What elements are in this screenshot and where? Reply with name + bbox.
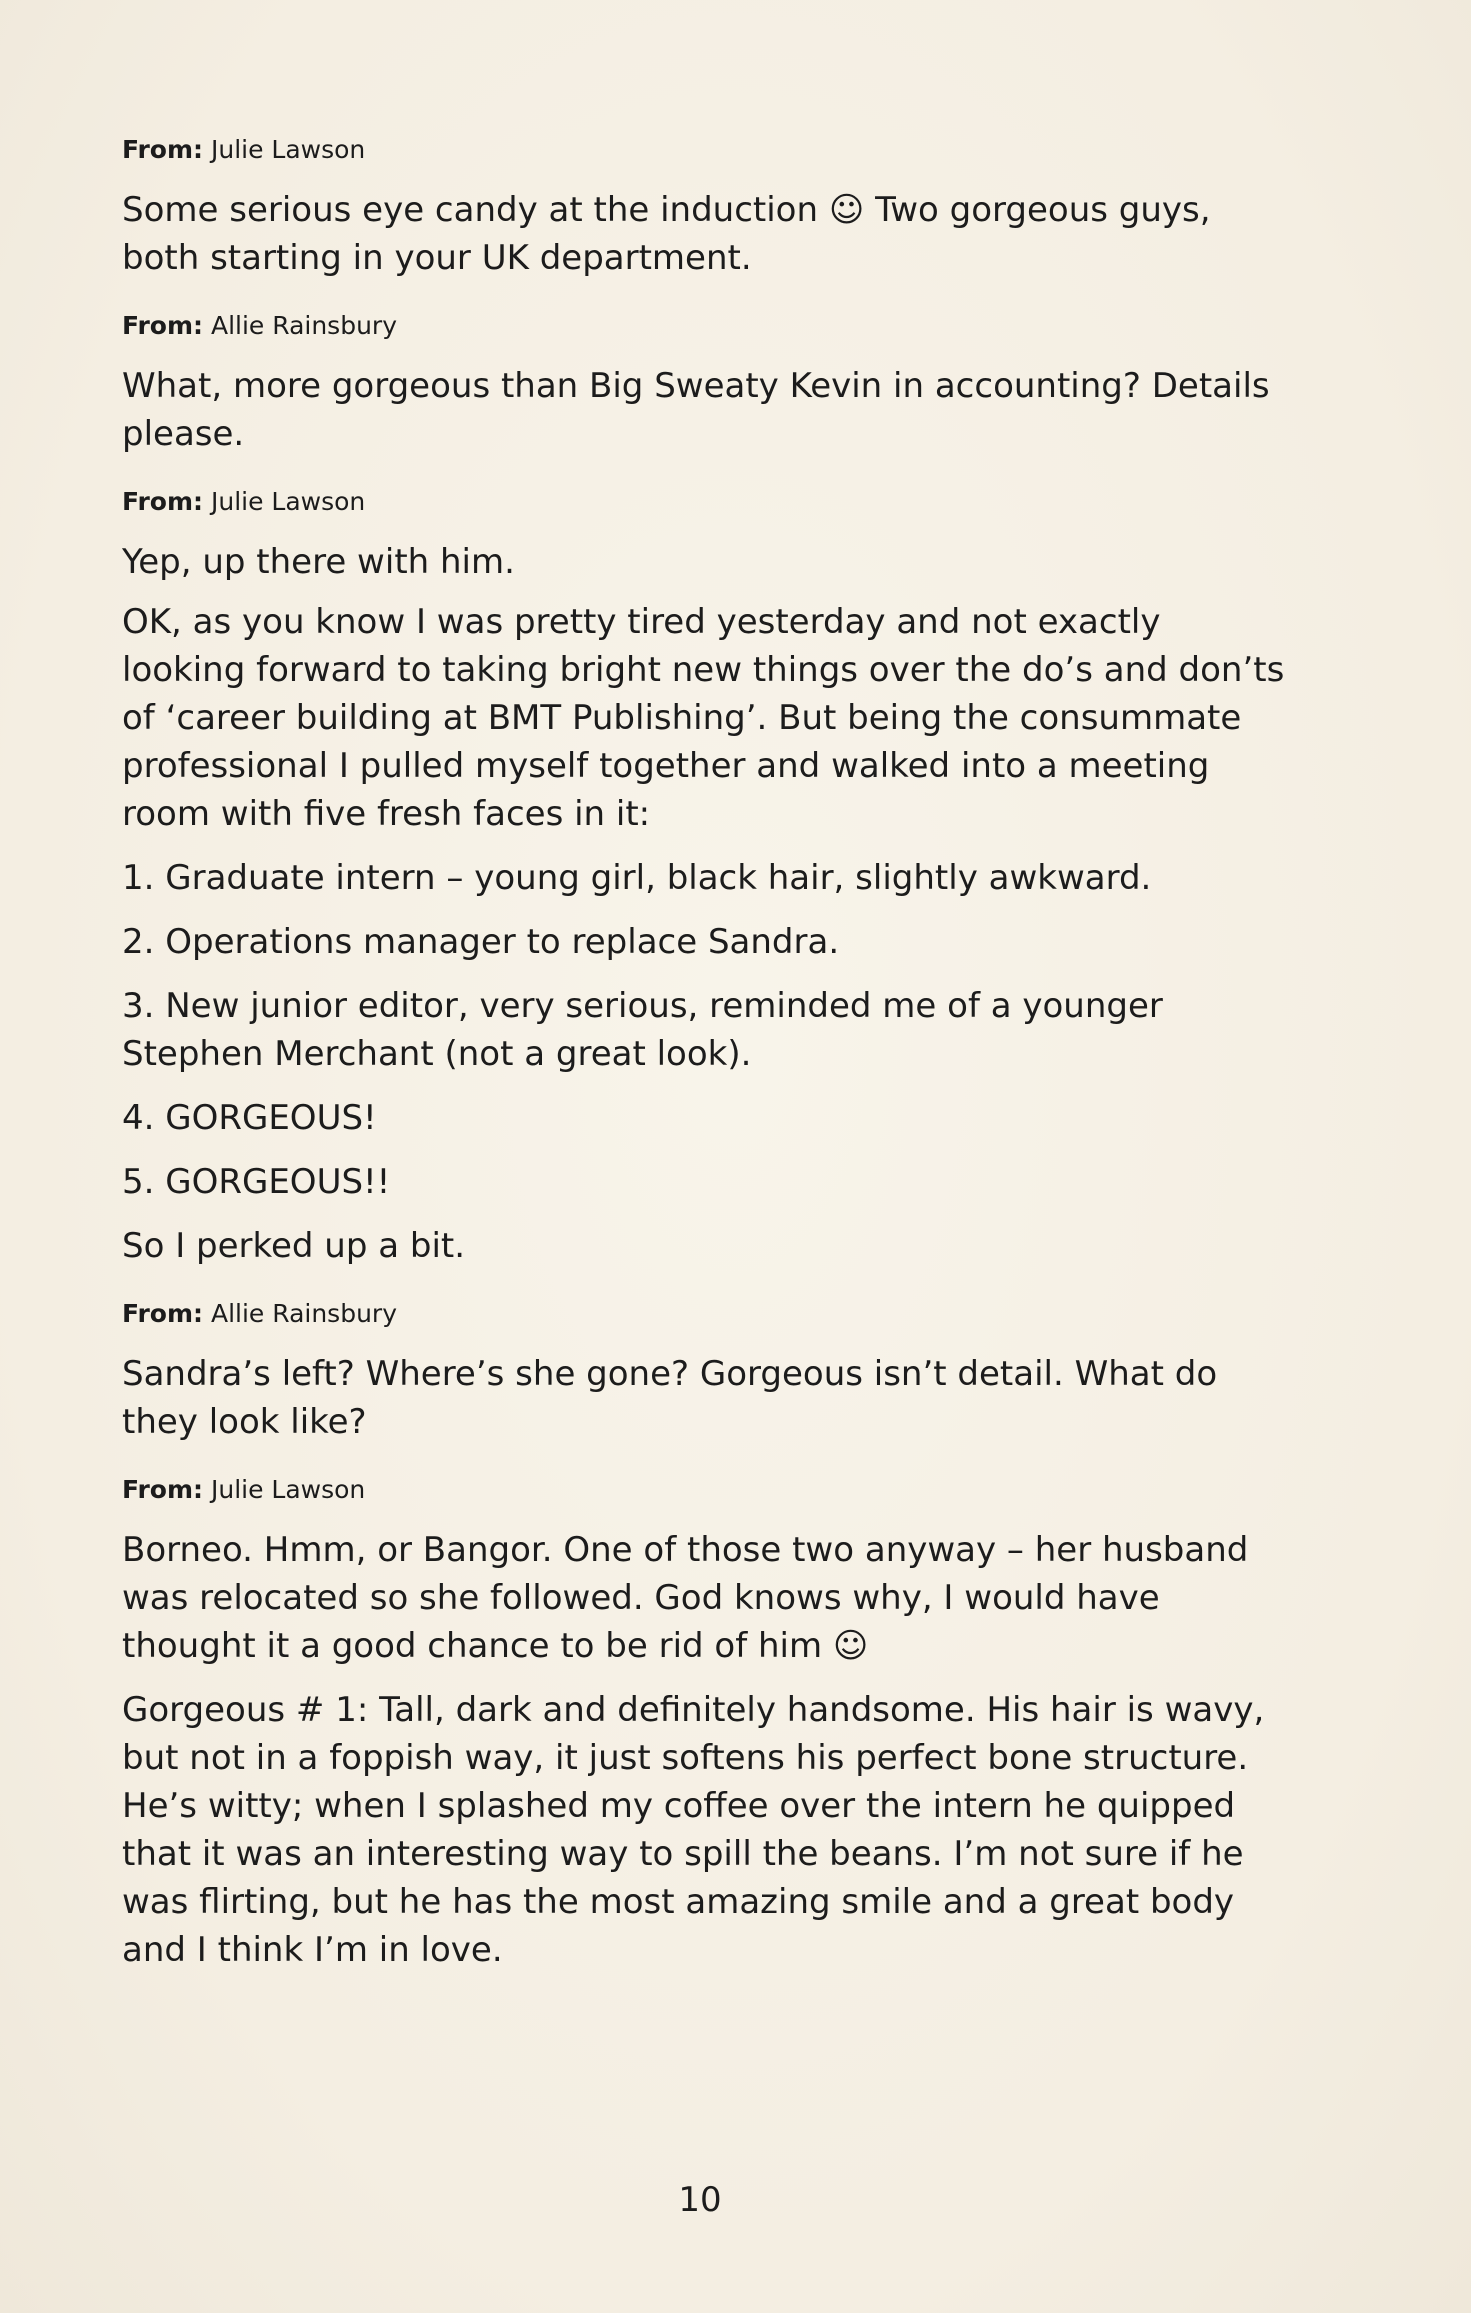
from-label: From: — [122, 487, 204, 516]
from-label: From: — [122, 311, 204, 340]
list-item: 2. Operations manager to replace Sandra. — [122, 922, 840, 962]
page-content — [122, 118, 1285, 1974]
from-label: From: — [122, 135, 204, 164]
from-label: From: — [122, 1475, 204, 1504]
page-number: 10 — [678, 2180, 722, 2220]
list-item: 4. GORGEOUS! — [122, 1098, 377, 1138]
message-paragraph: Some serious eye candy at the induction ☺ Two gorgeous guys, both starting in your UK department. — [122, 190, 1211, 278]
message-paragraph: Sandra’s left? Where’s she gone? Gorgeous isn’t detail. What do they look like? — [122, 1354, 1218, 1442]
message-paragraph: Gorgeous # 1: Tall, dark and definitely handsome. His hair is wavy, but not in a foppish way, it just softens his perfect bone structure. He’s witty; when I splashed my coffee over the intern he quipped that it was an interesting way to spill the beans. I’m not sure if he was flirting, but he has the most amazing smile and a great body and I think I’m in love. — [122, 1690, 1265, 1970]
message-paragraph: What, more gorgeous than Big Sweaty Kevin in accounting? Details please. — [122, 366, 1270, 454]
sender-name: Julie Lawson — [210, 135, 366, 164]
message-paragraph: Borneo. Hmm, or Bangor. One of those two anyway – her husband was relocated so she followed. God knows why, I would have thought it a good chance to be rid of him ☺ — [122, 1530, 1249, 1666]
list-item: 1. Graduate intern – young girl, black hair, slightly awkward. — [122, 858, 1152, 898]
message-paragraph: So I perked up a bit. — [122, 1226, 466, 1266]
list-item: 5. GORGEOUS!! — [122, 1162, 391, 1202]
sender-name: Allie Rainsbury — [210, 1299, 397, 1328]
message-from-header — [122, 308, 1282, 344]
message-paragraph: Yep, up there with him. — [122, 542, 515, 582]
sender-name: Julie Lawson — [210, 1475, 366, 1504]
message-from-header — [122, 484, 1282, 520]
list-item: 3. New junior editor, very serious, reminded me of a younger Stephen Merchant (not a great look). — [122, 986, 1163, 1074]
message-from-header — [122, 132, 1282, 168]
sender-name: Allie Rainsbury — [210, 311, 397, 340]
from-label: From: — [122, 1299, 204, 1328]
message-from-header — [122, 1296, 1282, 1332]
sender-name: Julie Lawson — [210, 487, 366, 516]
message-paragraph: OK, as you know I was pretty tired yesterday and not exactly looking forward to taking bright new things over the do’s and don’ts of ‘career building at BMT Publishing’. But being the consummate professional I pulled myself together and walked into a meeting room with five fresh faces in it: — [122, 602, 1285, 834]
message-from-header — [122, 1472, 1282, 1508]
